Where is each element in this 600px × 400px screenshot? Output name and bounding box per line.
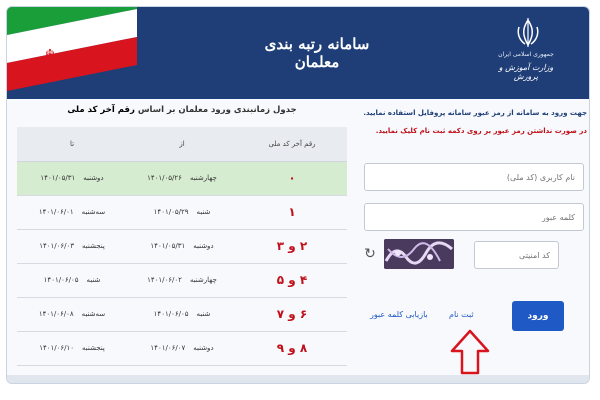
header-to: تا — [17, 127, 127, 161]
table-row — [17, 195, 347, 229]
to-cell — [17, 229, 127, 263]
svg-text:☬: ☬ — [45, 47, 55, 63]
from-cell — [127, 161, 237, 195]
page-title: سامانه رتبه بندی معلمان — [264, 35, 370, 71]
to-date: ۱۴۰۱/۰۶/۰۳ — [39, 242, 74, 250]
table-row — [17, 263, 347, 297]
header-banner — [7, 7, 590, 99]
from-cell — [127, 297, 237, 331]
digit-cell: ۱ — [237, 195, 347, 229]
username-input[interactable] — [364, 163, 584, 191]
table-header-row — [17, 127, 347, 161]
login-button[interactable]: ورود — [512, 301, 564, 331]
from-date: ۱۴۰۱/۰۶/۰۵ — [153, 310, 189, 318]
from-date: ۱۴۰۱/۰۵/۲۶ — [147, 174, 182, 182]
to-cell — [17, 263, 127, 297]
captcha-input[interactable] — [474, 241, 559, 269]
from-day: شنبه — [196, 310, 211, 318]
iran-flag-graphic — [7, 7, 137, 99]
table-row — [17, 331, 347, 365]
table-row — [17, 229, 347, 263]
digit-cell: ۲ و ۳ — [237, 229, 347, 263]
country-label: جمهوری اسلامی ایران — [498, 51, 554, 58]
digit-cell: ۸ و ۹ — [237, 331, 347, 365]
digit-cell: ۴ و ۵ — [237, 263, 347, 297]
from-date: ۱۴۰۱/۰۶/۰۷ — [150, 344, 186, 352]
login-instruction: جهت ورود به سامانه از رمز عبور سامانه پروفایل استفاده نمایید. — [363, 109, 587, 117]
to-date: ۱۴۰۱/۰۵/۳۱ — [40, 174, 76, 182]
to-day: شنبه — [86, 276, 101, 284]
to-date: ۱۴۰۱/۰۶/۱۰ — [39, 344, 74, 352]
captcha-image — [384, 239, 454, 269]
from-date: ۱۴۰۱/۰۵/۳۱ — [150, 242, 186, 250]
from-cell — [127, 229, 237, 263]
from-cell — [127, 195, 237, 229]
refresh-icon[interactable]: ↻ — [364, 246, 376, 262]
forgot-password-link[interactable]: بازیابی کلمه عبور — [370, 310, 428, 319]
from-day: چهارشنبه — [189, 276, 217, 284]
schedule-table — [17, 127, 347, 366]
table-row — [17, 161, 347, 195]
up-arrow-icon — [450, 329, 490, 375]
register-instruction: در صورت نداشتن رمز عبور بر روی دکمه ثبت نام کلیک نمایید. — [375, 127, 587, 135]
to-cell — [17, 161, 127, 195]
from-day: دوشنبه — [193, 242, 214, 250]
to-date: ۱۴۰۱/۰۶/۰۸ — [38, 310, 74, 318]
footer-bar — [7, 375, 590, 383]
from-day: دوشنبه — [193, 344, 214, 352]
schedule-caption — [17, 105, 347, 115]
password-input[interactable] — [364, 203, 584, 231]
to-date: ۱۴۰۱/۰۶/۰۱ — [38, 208, 74, 216]
to-day: پنجشنبه — [81, 242, 105, 250]
header-from: از — [127, 127, 237, 161]
login-form — [362, 105, 587, 383]
to-date: ۱۴۰۱/۰۶/۰۵ — [43, 276, 79, 284]
to-day: سه‌شنبه — [81, 208, 106, 216]
from-cell — [127, 263, 237, 297]
login-page — [6, 6, 590, 384]
to-day: سه‌شنبه — [81, 310, 106, 318]
from-cell — [127, 331, 237, 365]
to-cell — [17, 331, 127, 365]
header-digit: رقم آخر کد ملی — [237, 127, 347, 161]
from-day: شنبه — [196, 208, 211, 216]
from-date: ۱۴۰۱/۰۵/۲۹ — [153, 208, 189, 216]
digit-cell: ۰ — [237, 161, 347, 195]
caption-bold-text: رقم آخر کد ملی — [67, 105, 135, 115]
to-day: دوشنبه — [83, 174, 104, 182]
to-cell — [17, 297, 127, 331]
register-link[interactable]: ثبت نام — [449, 310, 474, 319]
from-day: چهارشنبه — [189, 174, 217, 182]
digit-cell: ۶ و ۷ — [237, 297, 347, 331]
ministry-label: وزارت آموزش و پرورش — [498, 63, 554, 81]
iran-emblem-icon — [513, 17, 543, 49]
to-cell — [17, 195, 127, 229]
schedule-panel — [17, 105, 347, 375]
caption-text: جدول زمانبندی ورود معلمان بر اساس — [137, 105, 297, 115]
to-day: پنجشنبه — [81, 344, 105, 352]
table-row — [17, 297, 347, 331]
from-date: ۱۴۰۱/۰۶/۰۲ — [147, 276, 182, 284]
